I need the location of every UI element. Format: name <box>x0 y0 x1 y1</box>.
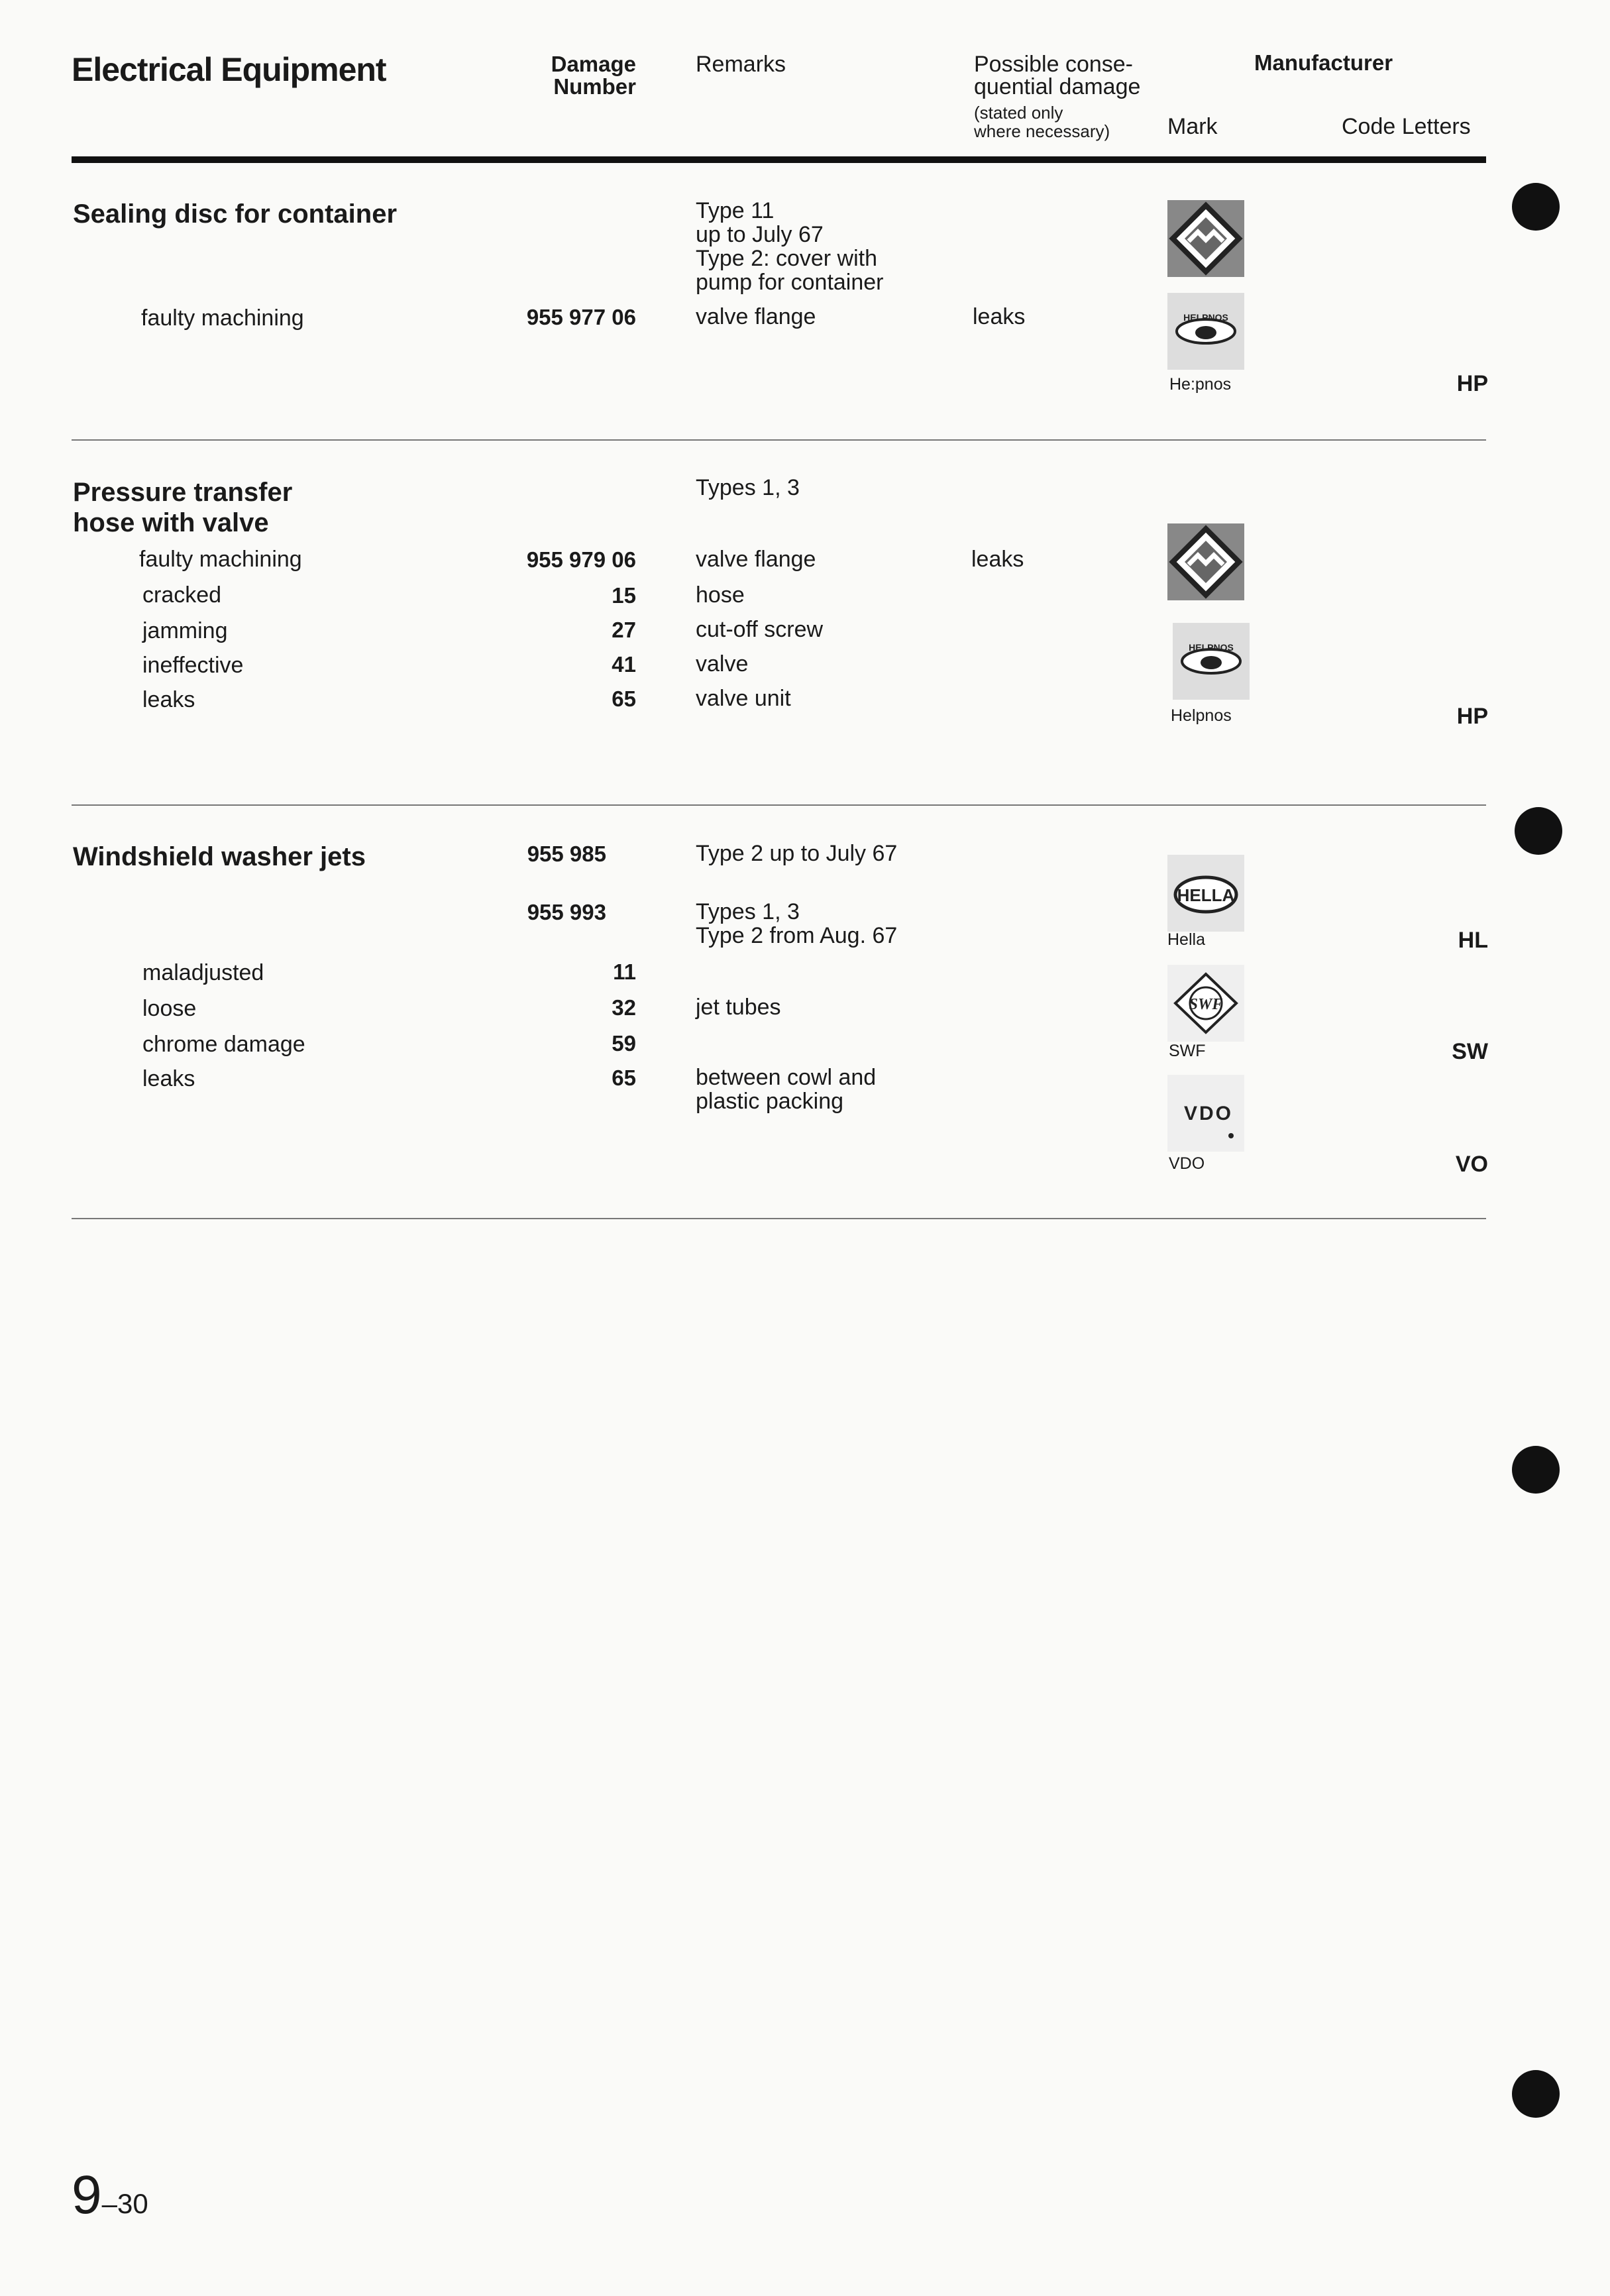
vdo-code: VO <box>1455 1152 1488 1177</box>
mark-header: Mark <box>1167 114 1218 139</box>
section2-fault: leaks <box>142 687 195 712</box>
section3-damage-number: 32 <box>612 995 636 1020</box>
code-letters-header: Code Letters <box>1342 114 1471 139</box>
page-title: Electrical Equipment <box>72 51 386 88</box>
section2-damage-number: 15 <box>612 583 636 608</box>
section2-damage-number: 955 979 06 <box>526 547 636 572</box>
section3-fault: chrome damage <box>142 1032 305 1057</box>
swf-logo-text: SWF <box>1189 996 1223 1013</box>
hella-caption: Hella <box>1167 930 1205 949</box>
section1-fault: faulty machining <box>141 305 304 331</box>
section1-code: HP <box>1456 371 1488 396</box>
vdo-logo-icon <box>1167 1075 1244 1152</box>
vdo-caption: VDO <box>1169 1154 1205 1173</box>
section2-remark: valve <box>696 651 749 677</box>
section2-remark: valve flange <box>696 547 816 572</box>
section2-damage-number: 27 <box>612 618 636 642</box>
section3-damage-number: 59 <box>612 1031 636 1056</box>
section1-remarks: Type 11 up to July 67 Type 2: cover with pump for container <box>696 198 884 295</box>
section3-variant-remark: Type 2 up to July 67 <box>696 841 898 866</box>
binder-hole <box>1515 807 1562 855</box>
manufacturer-mark-logo-icon <box>1167 200 1244 277</box>
svg-text:HELPNOS: HELPNOS <box>1189 642 1234 653</box>
section1-title: Sealing disc for container <box>73 199 398 229</box>
possible-damage-header: Possible conse- quential damage <box>974 52 1141 99</box>
hella-code: HL <box>1458 928 1488 953</box>
section2-divider <box>72 804 1486 806</box>
helpnos-logo-icon <box>1173 623 1250 700</box>
section3-title: Windshield washer jets <box>73 842 366 871</box>
section2-fault: ineffective <box>142 653 244 678</box>
section2-damage-number: 41 <box>612 652 636 677</box>
section3-variant-number: 955 993 <box>527 900 606 924</box>
binder-hole <box>1512 1446 1560 1494</box>
section3-variant-number: 955 985 <box>527 842 606 866</box>
section2-fault: jamming <box>142 618 228 643</box>
section2-consequence: leaks <box>971 547 1024 572</box>
remarks-header: Remarks <box>696 52 786 77</box>
vdo-logo-text: VDO <box>1183 1103 1234 1124</box>
section3-damage-number: 11 <box>613 959 636 984</box>
section2-fault: cracked <box>142 582 222 608</box>
swf-logo-icon <box>1167 965 1244 1042</box>
damage-number-header: Damage Number <box>551 52 636 99</box>
swf-caption: SWF <box>1169 1042 1206 1060</box>
section3-fault: loose <box>142 996 197 1021</box>
possible-damage-note: (stated only where necessary) <box>974 103 1110 141</box>
binder-hole <box>1512 183 1560 231</box>
section2-fault: faulty machining <box>139 547 302 572</box>
section3-remark: between cowl and plastic packing <box>696 1065 877 1114</box>
section1-remark: valve flange <box>696 304 816 329</box>
page-number: 9–30 <box>72 2165 148 2225</box>
manufacturer-header: Manufacturer <box>1254 50 1393 75</box>
section1-divider <box>72 439 1486 441</box>
helpnos-caption: He:pnos <box>1169 375 1232 394</box>
section3-remark: jet tubes <box>696 995 781 1020</box>
section1-consequence: leaks <box>973 304 1026 329</box>
section3-fault: leaks <box>142 1066 195 1091</box>
section2-code: HP <box>1456 704 1488 729</box>
section2-damage-number: 65 <box>612 686 636 711</box>
section2-remark: cut-off screw <box>696 617 824 642</box>
binder-hole <box>1512 2070 1560 2118</box>
section2-remark: hose <box>696 582 745 608</box>
helpnos-logo-icon <box>1167 293 1244 370</box>
section2-title: Pressure transfer hose with valve <box>73 478 293 537</box>
svg-text:HELPNOS: HELPNOS <box>1183 312 1228 323</box>
section1-damage-number: 955 977 06 <box>526 305 636 329</box>
section2-remark: valve unit <box>696 686 791 711</box>
hella-logo-text: HELLA <box>1177 885 1235 905</box>
hella-logo-icon <box>1167 855 1244 932</box>
manufacturer-mark-logo-icon <box>1167 523 1244 600</box>
section3-variant-remark: Types 1, 3 Type 2 from Aug. 67 <box>696 899 898 948</box>
section3-fault: maladjusted <box>142 960 264 985</box>
swf-code: SW <box>1452 1039 1488 1064</box>
section2-remark-head: Types 1, 3 <box>696 475 800 500</box>
section3-divider <box>72 1218 1486 1219</box>
section3-damage-number: 65 <box>612 1066 636 1090</box>
helpnos-caption: Helpnos <box>1171 706 1232 725</box>
header-rule <box>72 156 1486 163</box>
